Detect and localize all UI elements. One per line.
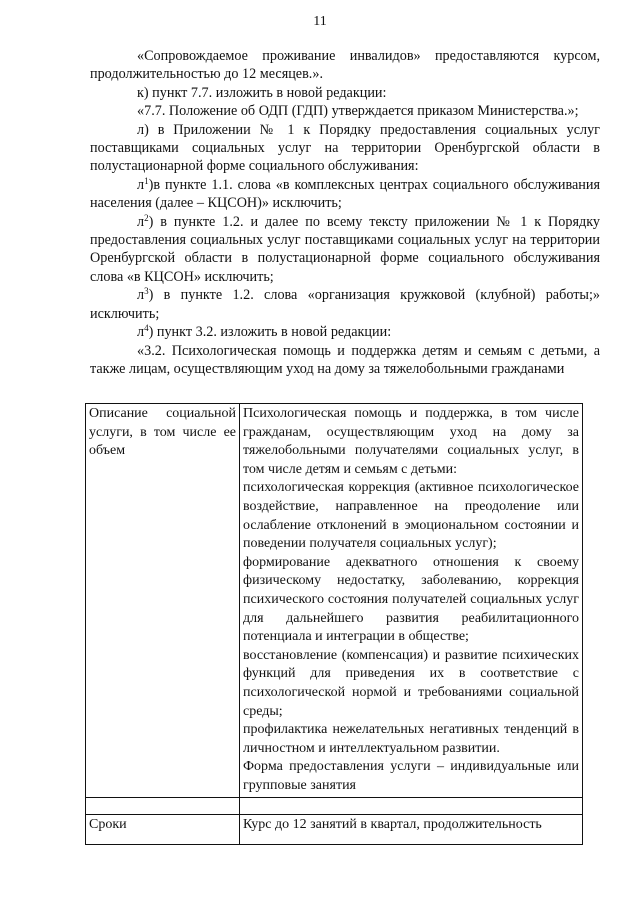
paragraph (90, 176, 600, 213)
cell-paragraph: восстановление (компенсация) и развитие психических функций для приведения их в соответствие с психологической нормой и требованиями социальной среды; (243, 647, 579, 719)
paragraph: «Сопровождаемое проживание инвалидов» предоставляются курсом, продолжительностью до 12 месяцев.». (90, 48, 600, 83)
service-description-table (85, 403, 583, 845)
row-label-description (86, 404, 240, 798)
clipped-paragraph-wrapper (90, 342, 600, 380)
cell-paragraph: Форма предоставления услуги – индивидуальные или групповые занятия (243, 759, 579, 793)
subitem-superscript: 2 (144, 212, 149, 223)
document-body (90, 47, 600, 380)
subitem-letter: л (137, 324, 145, 341)
cell-text: Описание социальной услуги, в том числе ее объем (89, 406, 236, 459)
subitem-text: ) в пункте 1.2. и далее по всему тексту приложении № 1 к Порядку предоставления социальных услуг поставщиками социальных услуг на территории Оренбургской области в полустационарной форме социального обслуживания слова «в КЦСОН» исключить; (90, 213, 600, 285)
cell-text: Курс до 12 занятий в квартал, продолжительность (243, 817, 542, 833)
empty-cell (240, 798, 583, 815)
row-value-description (240, 404, 583, 798)
cell-paragraph: психологическая коррекция (активное психологическое воздействие, направленное на преодоление или ослабление отклонений в эмоциональном состоянии и поведении получателя социальных услуг); (243, 480, 579, 552)
table-row (86, 815, 583, 845)
subitem-superscript: 3 (144, 286, 149, 297)
subitem-letter: л (137, 176, 145, 193)
paragraph (90, 213, 600, 287)
table-row-spacer (86, 798, 583, 815)
cell-paragraph: формирование адекватного отношения к своему физическому недостатку, заболеванию, коррекция психического состояния получателей социальных услуг для дальнейшего развития реабилитационного потенциала и интеграции в обществе; (243, 554, 579, 645)
paragraph (90, 323, 600, 341)
cell-text: Сроки (89, 817, 127, 833)
page-number: 11 (313, 14, 327, 29)
empty-cell (86, 798, 240, 815)
row-value-terms (240, 815, 583, 845)
subitem-text: )в пункте 1.1. слова «в комплексных центрах социального обслуживания населения (далее – КЦСОН)» исключить; (90, 176, 600, 212)
paragraph: «7.7. Положение об ОДП (ГДП) утверждается приказом Министерства.»; (137, 103, 579, 120)
row-label-terms (86, 815, 240, 845)
cell-paragraph: Психологическая помощь и поддержка, в том числе гражданам, осуществляющим уход на дому за тяжелобольными получателями социальных услуг, в том числе детям и семьям с детьми: (243, 406, 579, 477)
paragraph: «3.2. Психологическая помощь и поддержка детям и семьям с детьми, а также лицам, осуществляющим уход на дому за тяжелобольными гражданами (90, 342, 600, 377)
subitem-letter: л (137, 213, 145, 230)
paragraph: л) в Приложении № 1 к Порядку предоставления социальных услуг поставщиками социальных услуг на территории Оренбургской области в полустационарной форме социального обслуживания: (90, 121, 600, 175)
subitem-superscript: 4 (144, 323, 149, 334)
cell-paragraph: профилактика нежелательных негативных тенденций в личностном и интеллектуальном развитии. (243, 722, 579, 756)
paragraph: к) пункт 7.7. изложить в новой редакции: (137, 84, 387, 101)
subitem-letter: л (137, 287, 145, 304)
paragraph (90, 286, 600, 323)
subitem-text: ) в пункте 1.2. слова «организация кружковой (клубной) работы;» исключить; (90, 287, 600, 322)
table-row (86, 404, 583, 798)
subitem-text: ) пункт 3.2. изложить в новой редакции: (148, 324, 392, 341)
subitem-superscript: 1 (144, 175, 149, 186)
